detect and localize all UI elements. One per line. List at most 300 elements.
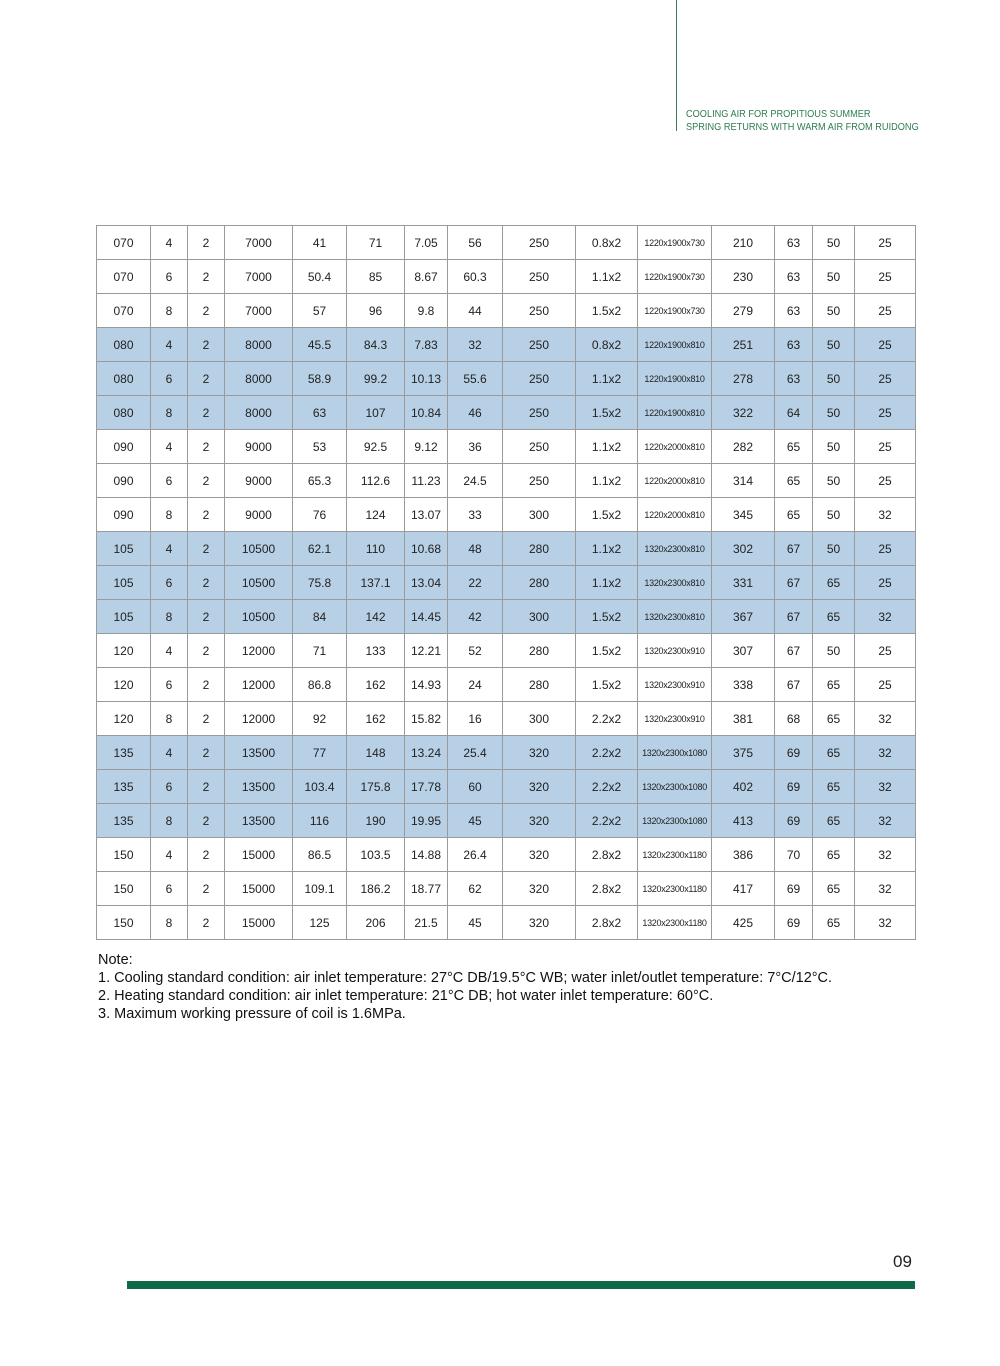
table-cell: 25 bbox=[855, 430, 916, 464]
table-cell: 69 bbox=[775, 770, 813, 804]
table-cell: 386 bbox=[712, 838, 775, 872]
table-cell: 402 bbox=[712, 770, 775, 804]
table-row bbox=[97, 804, 916, 838]
table-cell: 2 bbox=[188, 668, 225, 702]
table-cell: 8 bbox=[151, 906, 188, 940]
table-cell: 2 bbox=[188, 906, 225, 940]
table-cell: 6 bbox=[151, 872, 188, 906]
table-cell: 080 bbox=[97, 396, 151, 430]
table-cell: 18.77 bbox=[405, 872, 448, 906]
table-cell: 11.23 bbox=[405, 464, 448, 498]
table-cell: 2 bbox=[188, 566, 225, 600]
table-cell: 76 bbox=[293, 498, 347, 532]
table-cell: 56 bbox=[448, 226, 503, 260]
table-cell: 19.95 bbox=[405, 804, 448, 838]
footer-bar bbox=[127, 1281, 915, 1289]
table-cell: 65 bbox=[813, 702, 855, 736]
table-cell: 1320x2300x910 bbox=[638, 668, 712, 702]
table-cell: 60 bbox=[448, 770, 503, 804]
table-cell: 090 bbox=[97, 430, 151, 464]
table-cell: 4 bbox=[151, 328, 188, 362]
table-cell: 50 bbox=[813, 328, 855, 362]
table-cell: 322 bbox=[712, 396, 775, 430]
table-cell: 50 bbox=[813, 362, 855, 396]
table-cell: 6 bbox=[151, 260, 188, 294]
table-cell: 25 bbox=[855, 260, 916, 294]
table-row bbox=[97, 736, 916, 770]
table-cell: 15.82 bbox=[405, 702, 448, 736]
table-row bbox=[97, 260, 916, 294]
table-cell: 320 bbox=[503, 838, 576, 872]
table-cell: 50 bbox=[813, 634, 855, 668]
table-cell: 107 bbox=[347, 396, 405, 430]
table-cell: 2 bbox=[188, 464, 225, 498]
table-cell: 69 bbox=[775, 872, 813, 906]
table-cell: 314 bbox=[712, 464, 775, 498]
table-cell: 2 bbox=[188, 872, 225, 906]
tagline-line-2: SPRING RETURNS WITH WARM AIR FROM RUIDONG bbox=[686, 122, 919, 133]
table-cell: 105 bbox=[97, 566, 151, 600]
table-cell: 8000 bbox=[225, 328, 293, 362]
table-cell: 110 bbox=[347, 532, 405, 566]
table-cell: 65 bbox=[813, 770, 855, 804]
table-cell: 1220x1900x810 bbox=[638, 328, 712, 362]
table-cell: 2 bbox=[188, 498, 225, 532]
table-cell: 250 bbox=[503, 226, 576, 260]
table-cell: 96 bbox=[347, 294, 405, 328]
table-cell: 105 bbox=[97, 532, 151, 566]
table-cell: 2.8x2 bbox=[576, 906, 638, 940]
table-cell: 63 bbox=[775, 226, 813, 260]
table-cell: 2 bbox=[188, 226, 225, 260]
table-cell: 1.5x2 bbox=[576, 498, 638, 532]
table-cell: 24.5 bbox=[448, 464, 503, 498]
table-cell: 2 bbox=[188, 362, 225, 396]
table-cell: 75.8 bbox=[293, 566, 347, 600]
table-cell: 367 bbox=[712, 600, 775, 634]
table-cell: 413 bbox=[712, 804, 775, 838]
table-cell: 090 bbox=[97, 498, 151, 532]
table-cell: 1220x1900x730 bbox=[638, 226, 712, 260]
table-cell: 14.93 bbox=[405, 668, 448, 702]
table-cell: 381 bbox=[712, 702, 775, 736]
table-cell: 62.1 bbox=[293, 532, 347, 566]
table-cell: 9.8 bbox=[405, 294, 448, 328]
table-cell: 425 bbox=[712, 906, 775, 940]
table-cell: 71 bbox=[347, 226, 405, 260]
table-cell: 25 bbox=[855, 362, 916, 396]
table-cell: 1220x1900x730 bbox=[638, 294, 712, 328]
table-cell: 280 bbox=[503, 668, 576, 702]
table-cell: 15000 bbox=[225, 872, 293, 906]
table-cell: 7000 bbox=[225, 226, 293, 260]
table-cell: 68 bbox=[775, 702, 813, 736]
table-cell: 65 bbox=[813, 566, 855, 600]
table-cell: 9000 bbox=[225, 498, 293, 532]
table-cell: 080 bbox=[97, 362, 151, 396]
table-cell: 250 bbox=[503, 328, 576, 362]
table-cell: 1320x2300x910 bbox=[638, 634, 712, 668]
table-cell: 65 bbox=[775, 498, 813, 532]
table-cell: 1.5x2 bbox=[576, 600, 638, 634]
table-cell: 1.1x2 bbox=[576, 566, 638, 600]
table-cell: 25 bbox=[855, 532, 916, 566]
table-cell: 32 bbox=[855, 702, 916, 736]
table-cell: 4 bbox=[151, 430, 188, 464]
table-cell: 9000 bbox=[225, 430, 293, 464]
table-cell: 10500 bbox=[225, 566, 293, 600]
table-cell: 375 bbox=[712, 736, 775, 770]
table-cell: 320 bbox=[503, 770, 576, 804]
table-cell: 116 bbox=[293, 804, 347, 838]
table-cell: 1220x1900x810 bbox=[638, 362, 712, 396]
table-cell: 1220x2000x810 bbox=[638, 498, 712, 532]
table-cell: 280 bbox=[503, 532, 576, 566]
table-cell: 48 bbox=[448, 532, 503, 566]
table-cell: 1220x1900x810 bbox=[638, 396, 712, 430]
table-cell: 210 bbox=[712, 226, 775, 260]
table-cell: 2 bbox=[188, 736, 225, 770]
table-cell: 10.84 bbox=[405, 396, 448, 430]
table-cell: 50 bbox=[813, 260, 855, 294]
table-cell: 25 bbox=[855, 226, 916, 260]
table-row bbox=[97, 532, 916, 566]
header-tagline bbox=[686, 108, 919, 134]
table-cell: 32 bbox=[855, 736, 916, 770]
table-cell: 1320x2300x1180 bbox=[638, 872, 712, 906]
table-cell: 32 bbox=[448, 328, 503, 362]
table-cell: 63 bbox=[775, 328, 813, 362]
table-cell: 32 bbox=[855, 498, 916, 532]
table-cell: 0.8x2 bbox=[576, 328, 638, 362]
table-cell: 15000 bbox=[225, 906, 293, 940]
table-cell: 32 bbox=[855, 838, 916, 872]
table-cell: 103.5 bbox=[347, 838, 405, 872]
table-cell: 250 bbox=[503, 294, 576, 328]
table-cell: 58.9 bbox=[293, 362, 347, 396]
table-cell: 67 bbox=[775, 566, 813, 600]
table-cell: 080 bbox=[97, 328, 151, 362]
table-cell: 50 bbox=[813, 396, 855, 430]
table-cell: 8 bbox=[151, 498, 188, 532]
table-cell: 8000 bbox=[225, 396, 293, 430]
table-cell: 1.1x2 bbox=[576, 430, 638, 464]
table-cell: 7000 bbox=[225, 294, 293, 328]
table-cell: 65 bbox=[813, 838, 855, 872]
table-cell: 6 bbox=[151, 566, 188, 600]
table-cell: 120 bbox=[97, 634, 151, 668]
table-cell: 8 bbox=[151, 804, 188, 838]
table-cell: 25 bbox=[855, 566, 916, 600]
header-divider-line bbox=[676, 0, 677, 131]
table-cell: 50 bbox=[813, 294, 855, 328]
table-cell: 1320x2300x1080 bbox=[638, 804, 712, 838]
table-cell: 2.2x2 bbox=[576, 770, 638, 804]
table-cell: 148 bbox=[347, 736, 405, 770]
table-cell: 25 bbox=[855, 328, 916, 362]
table-cell: 1.1x2 bbox=[576, 532, 638, 566]
table-cell: 33 bbox=[448, 498, 503, 532]
table-cell: 1.5x2 bbox=[576, 634, 638, 668]
table-cell: 2 bbox=[188, 294, 225, 328]
table-cell: 62 bbox=[448, 872, 503, 906]
table-row bbox=[97, 906, 916, 940]
table-cell: 32 bbox=[855, 906, 916, 940]
table-cell: 162 bbox=[347, 702, 405, 736]
table-cell: 14.45 bbox=[405, 600, 448, 634]
table-cell: 65 bbox=[813, 668, 855, 702]
table-cell: 71 bbox=[293, 634, 347, 668]
table-cell: 50 bbox=[813, 532, 855, 566]
table-cell: 65.3 bbox=[293, 464, 347, 498]
table-cell: 7.05 bbox=[405, 226, 448, 260]
table-cell: 120 bbox=[97, 702, 151, 736]
table-cell: 8.67 bbox=[405, 260, 448, 294]
table-row bbox=[97, 838, 916, 872]
table-cell: 133 bbox=[347, 634, 405, 668]
table-row bbox=[97, 600, 916, 634]
table-cell: 65 bbox=[813, 736, 855, 770]
table-cell: 45.5 bbox=[293, 328, 347, 362]
table-cell: 279 bbox=[712, 294, 775, 328]
table-cell: 250 bbox=[503, 396, 576, 430]
table-cell: 67 bbox=[775, 668, 813, 702]
table-cell: 12.21 bbox=[405, 634, 448, 668]
table-cell: 1220x2000x810 bbox=[638, 430, 712, 464]
table-cell: 103.4 bbox=[293, 770, 347, 804]
table-cell: 13500 bbox=[225, 804, 293, 838]
spec-table bbox=[96, 225, 916, 940]
table-cell: 32 bbox=[855, 872, 916, 906]
table-cell: 135 bbox=[97, 736, 151, 770]
table-cell: 65 bbox=[775, 430, 813, 464]
table-cell: 2.2x2 bbox=[576, 804, 638, 838]
table-cell: 1.1x2 bbox=[576, 260, 638, 294]
table-cell: 16 bbox=[448, 702, 503, 736]
table-cell: 2 bbox=[188, 804, 225, 838]
note-item-1: 1. Cooling standard condition: air inlet temperature: 27°C DB/19.5°C WB; water inlet/outlet temperature: 7°C/12°C. bbox=[98, 970, 833, 986]
table-cell: 6 bbox=[151, 464, 188, 498]
table-row bbox=[97, 328, 916, 362]
table-cell: 55.6 bbox=[448, 362, 503, 396]
table-cell: 65 bbox=[813, 804, 855, 838]
table-cell: 142 bbox=[347, 600, 405, 634]
table-cell: 10500 bbox=[225, 600, 293, 634]
table-cell: 206 bbox=[347, 906, 405, 940]
table-cell: 69 bbox=[775, 736, 813, 770]
table-cell: 105 bbox=[97, 600, 151, 634]
table-cell: 13.24 bbox=[405, 736, 448, 770]
table-cell: 1320x2300x910 bbox=[638, 702, 712, 736]
table-cell: 300 bbox=[503, 702, 576, 736]
table-cell: 10.68 bbox=[405, 532, 448, 566]
table-cell: 345 bbox=[712, 498, 775, 532]
table-row bbox=[97, 770, 916, 804]
table-cell: 8 bbox=[151, 600, 188, 634]
table-cell: 64 bbox=[775, 396, 813, 430]
table-cell: 8 bbox=[151, 396, 188, 430]
table-cell: 70 bbox=[775, 838, 813, 872]
table-cell: 2.2x2 bbox=[576, 736, 638, 770]
table-cell: 135 bbox=[97, 770, 151, 804]
table-cell: 2 bbox=[188, 702, 225, 736]
table-row bbox=[97, 668, 916, 702]
table-cell: 2 bbox=[188, 532, 225, 566]
spec-table-body bbox=[97, 226, 916, 940]
table-cell: 190 bbox=[347, 804, 405, 838]
table-cell: 250 bbox=[503, 464, 576, 498]
table-cell: 92.5 bbox=[347, 430, 405, 464]
table-cell: 2 bbox=[188, 600, 225, 634]
table-cell: 6 bbox=[151, 362, 188, 396]
table-cell: 26.4 bbox=[448, 838, 503, 872]
table-cell: 070 bbox=[97, 226, 151, 260]
table-cell: 9.12 bbox=[405, 430, 448, 464]
table-cell: 63 bbox=[293, 396, 347, 430]
table-cell: 8 bbox=[151, 702, 188, 736]
table-cell: 280 bbox=[503, 634, 576, 668]
table-cell: 67 bbox=[775, 634, 813, 668]
table-cell: 50 bbox=[813, 498, 855, 532]
table-cell: 77 bbox=[293, 736, 347, 770]
table-cell: 4 bbox=[151, 226, 188, 260]
table-cell: 2 bbox=[188, 328, 225, 362]
table-row bbox=[97, 464, 916, 498]
table-cell: 25 bbox=[855, 634, 916, 668]
table-cell: 4 bbox=[151, 838, 188, 872]
table-cell: 112.6 bbox=[347, 464, 405, 498]
table-cell: 1320x2300x1080 bbox=[638, 736, 712, 770]
table-cell: 0.8x2 bbox=[576, 226, 638, 260]
table-cell: 7000 bbox=[225, 260, 293, 294]
table-cell: 150 bbox=[97, 838, 151, 872]
table-cell: 2.8x2 bbox=[576, 838, 638, 872]
table-cell: 17.78 bbox=[405, 770, 448, 804]
table-cell: 320 bbox=[503, 736, 576, 770]
table-row bbox=[97, 396, 916, 430]
table-row bbox=[97, 430, 916, 464]
table-cell: 52 bbox=[448, 634, 503, 668]
table-cell: 250 bbox=[503, 260, 576, 294]
table-cell: 67 bbox=[775, 600, 813, 634]
table-cell: 25 bbox=[855, 396, 916, 430]
table-cell: 22 bbox=[448, 566, 503, 600]
table-cell: 65 bbox=[813, 600, 855, 634]
table-cell: 50 bbox=[813, 464, 855, 498]
table-cell: 175.8 bbox=[347, 770, 405, 804]
table-cell: 186.2 bbox=[347, 872, 405, 906]
table-cell: 50.4 bbox=[293, 260, 347, 294]
table-cell: 24 bbox=[448, 668, 503, 702]
table-cell: 4 bbox=[151, 736, 188, 770]
note-item-3: 3. Maximum working pressure of coil is 1.6MPa. bbox=[98, 1006, 406, 1022]
table-cell: 2 bbox=[188, 260, 225, 294]
table-row bbox=[97, 702, 916, 736]
table-cell: 69 bbox=[775, 906, 813, 940]
table-cell: 2 bbox=[188, 396, 225, 430]
table-cell: 32 bbox=[855, 770, 916, 804]
table-cell: 280 bbox=[503, 566, 576, 600]
table-cell: 338 bbox=[712, 668, 775, 702]
table-cell: 50 bbox=[813, 430, 855, 464]
table-cell: 1320x2300x1080 bbox=[638, 770, 712, 804]
table-cell: 65 bbox=[775, 464, 813, 498]
table-cell: 150 bbox=[97, 906, 151, 940]
table-cell: 69 bbox=[775, 804, 813, 838]
table-cell: 1.1x2 bbox=[576, 464, 638, 498]
table-cell: 13.04 bbox=[405, 566, 448, 600]
table-cell: 6 bbox=[151, 668, 188, 702]
table-cell: 320 bbox=[503, 872, 576, 906]
table-row bbox=[97, 362, 916, 396]
table-row bbox=[97, 634, 916, 668]
table-cell: 1220x1900x730 bbox=[638, 260, 712, 294]
table-cell: 15000 bbox=[225, 838, 293, 872]
table-cell: 12000 bbox=[225, 668, 293, 702]
table-cell: 9000 bbox=[225, 464, 293, 498]
table-cell: 125 bbox=[293, 906, 347, 940]
table-cell: 278 bbox=[712, 362, 775, 396]
table-cell: 1.1x2 bbox=[576, 362, 638, 396]
table-cell: 50 bbox=[813, 226, 855, 260]
table-cell: 2.2x2 bbox=[576, 702, 638, 736]
notes-section bbox=[98, 951, 832, 1023]
table-cell: 92 bbox=[293, 702, 347, 736]
table-cell: 4 bbox=[151, 532, 188, 566]
table-cell: 10500 bbox=[225, 532, 293, 566]
table-cell: 99.2 bbox=[347, 362, 405, 396]
table-cell: 32 bbox=[855, 600, 916, 634]
table-cell: 109.1 bbox=[293, 872, 347, 906]
table-cell: 250 bbox=[503, 430, 576, 464]
table-cell: 1220x2000x810 bbox=[638, 464, 712, 498]
table-cell: 14.88 bbox=[405, 838, 448, 872]
tagline-line-1: COOLING AIR FOR PROPITIOUS SUMMER bbox=[686, 109, 871, 120]
table-cell: 2 bbox=[188, 770, 225, 804]
table-row bbox=[97, 294, 916, 328]
table-cell: 45 bbox=[448, 906, 503, 940]
table-cell: 25.4 bbox=[448, 736, 503, 770]
table-cell: 070 bbox=[97, 294, 151, 328]
table-cell: 8 bbox=[151, 294, 188, 328]
table-cell: 300 bbox=[503, 600, 576, 634]
table-cell: 12000 bbox=[225, 702, 293, 736]
table-cell: 1320x2300x810 bbox=[638, 600, 712, 634]
table-cell: 41 bbox=[293, 226, 347, 260]
table-cell: 307 bbox=[712, 634, 775, 668]
table-cell: 2 bbox=[188, 430, 225, 464]
table-cell: 84.3 bbox=[347, 328, 405, 362]
table-cell: 124 bbox=[347, 498, 405, 532]
table-cell: 251 bbox=[712, 328, 775, 362]
table-cell: 63 bbox=[775, 362, 813, 396]
table-cell: 070 bbox=[97, 260, 151, 294]
table-cell: 2 bbox=[188, 634, 225, 668]
table-cell: 137.1 bbox=[347, 566, 405, 600]
table-cell: 1320x2300x810 bbox=[638, 566, 712, 600]
table-cell: 65 bbox=[813, 906, 855, 940]
table-cell: 45 bbox=[448, 804, 503, 838]
table-cell: 1320x2300x810 bbox=[638, 532, 712, 566]
table-cell: 86.5 bbox=[293, 838, 347, 872]
table-cell: 1.5x2 bbox=[576, 396, 638, 430]
table-cell: 36 bbox=[448, 430, 503, 464]
table-cell: 21.5 bbox=[405, 906, 448, 940]
table-cell: 12000 bbox=[225, 634, 293, 668]
table-cell: 302 bbox=[712, 532, 775, 566]
table-cell: 090 bbox=[97, 464, 151, 498]
table-cell: 86.8 bbox=[293, 668, 347, 702]
